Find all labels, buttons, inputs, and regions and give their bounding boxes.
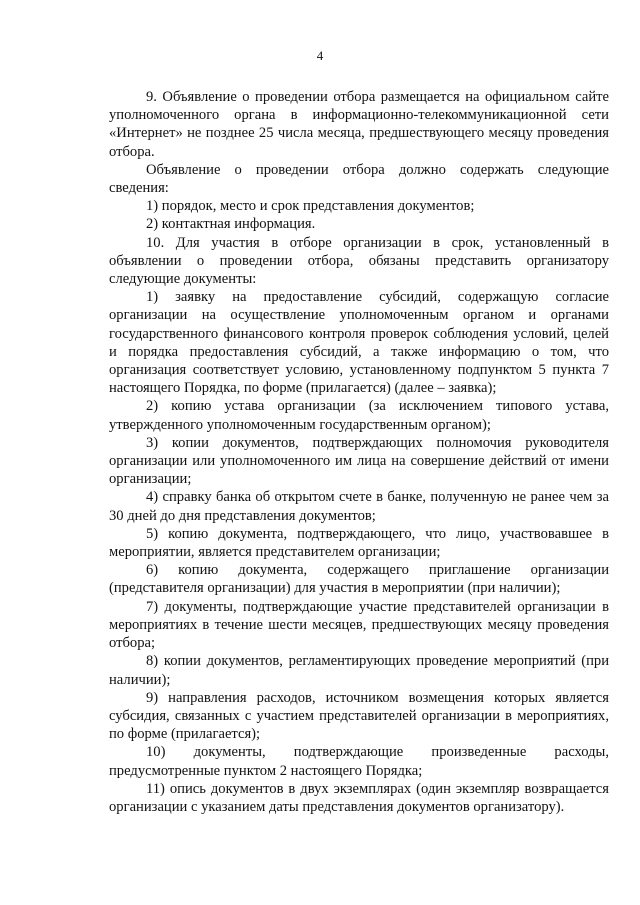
doc-item-6: 6) копию документа, содержащего приглашение организации (представителя организации) для участия в мероприятии (при наличии);	[109, 562, 609, 597]
paragraph-announcement-contents: Объявление о проведении отбора должно содержать следующие сведения:	[109, 161, 609, 197]
doc-item-8: 8) копии документов, регламентирующих проведение мероприятий (при наличии);	[109, 653, 609, 688]
paragraph-10: 10. Для участия в отборе организации в срок, установленный в объявлении о проведении отбора, обязаны представить организатору следующие документы:	[109, 234, 609, 288]
page-number: 4	[316, 48, 324, 63]
doc-item-3: 3) копии документов, подтверждающих полномочия руководителя организации или уполномоченного им лица на совершение действий от имени организации;	[109, 434, 609, 488]
doc-item-2: 2) копию устава организации (за исключением типового устава, утвержденного уполномоченным государственным органом);	[109, 398, 609, 433]
list-item-1: 1) порядок, место и срок представления документов;	[146, 198, 475, 215]
doc-item-5: 5) копию документа, подтверждающего, что лицо, участвовавшее в мероприятии, является представителем организации;	[109, 525, 609, 561]
doc-item-1: 1) заявку на предоставление субсидий, содержащую согласие организации на осуществление уполномоченным органом и органами государственного финансового контроля проверок соблюдения условий, целей и порядка предоставления субсидий, а также информацию о том, что организация соответствует условию, установленному подпунктом 5 пункта 7 настоящего Порядка, по форме (прилагается) (далее – заявка);	[109, 289, 609, 397]
list-item-2: 2) контактная информация.	[146, 216, 316, 233]
document-body	[109, 88, 609, 816]
doc-item-9: 9) направления расходов, источником возмещения которых является субсидия, связанных с участием представителей организации в мероприятиях, по форме (прилагается);	[109, 689, 609, 743]
doc-item-4: 4) справку банка об открытом счете в банке, полученную не ранее чем за 30 дней до дня представления документов;	[109, 489, 609, 524]
paragraph-9: 9. Объявление о проведении отбора размещается на официальном сайте уполномоченного органа в информационно-телекоммуникационной сети «Интернет» не позднее 25 числа месяца, предшествующего месяцу проведения отбора.	[109, 89, 609, 160]
doc-item-11: 11) опись документов в двух экземплярах (один экземпляр возвращается организации с указанием даты представления документов организатору).	[109, 780, 609, 815]
doc-item-10: 10) документы, подтверждающие произведенные расходы, предусмотренные пунктом 2 настоящего Порядка;	[109, 744, 609, 779]
doc-item-7: 7) документы, подтверждающие участие представителей организации в мероприятиях в течение шести месяцев, предшествующих месяцу проведения отбора;	[109, 598, 609, 652]
